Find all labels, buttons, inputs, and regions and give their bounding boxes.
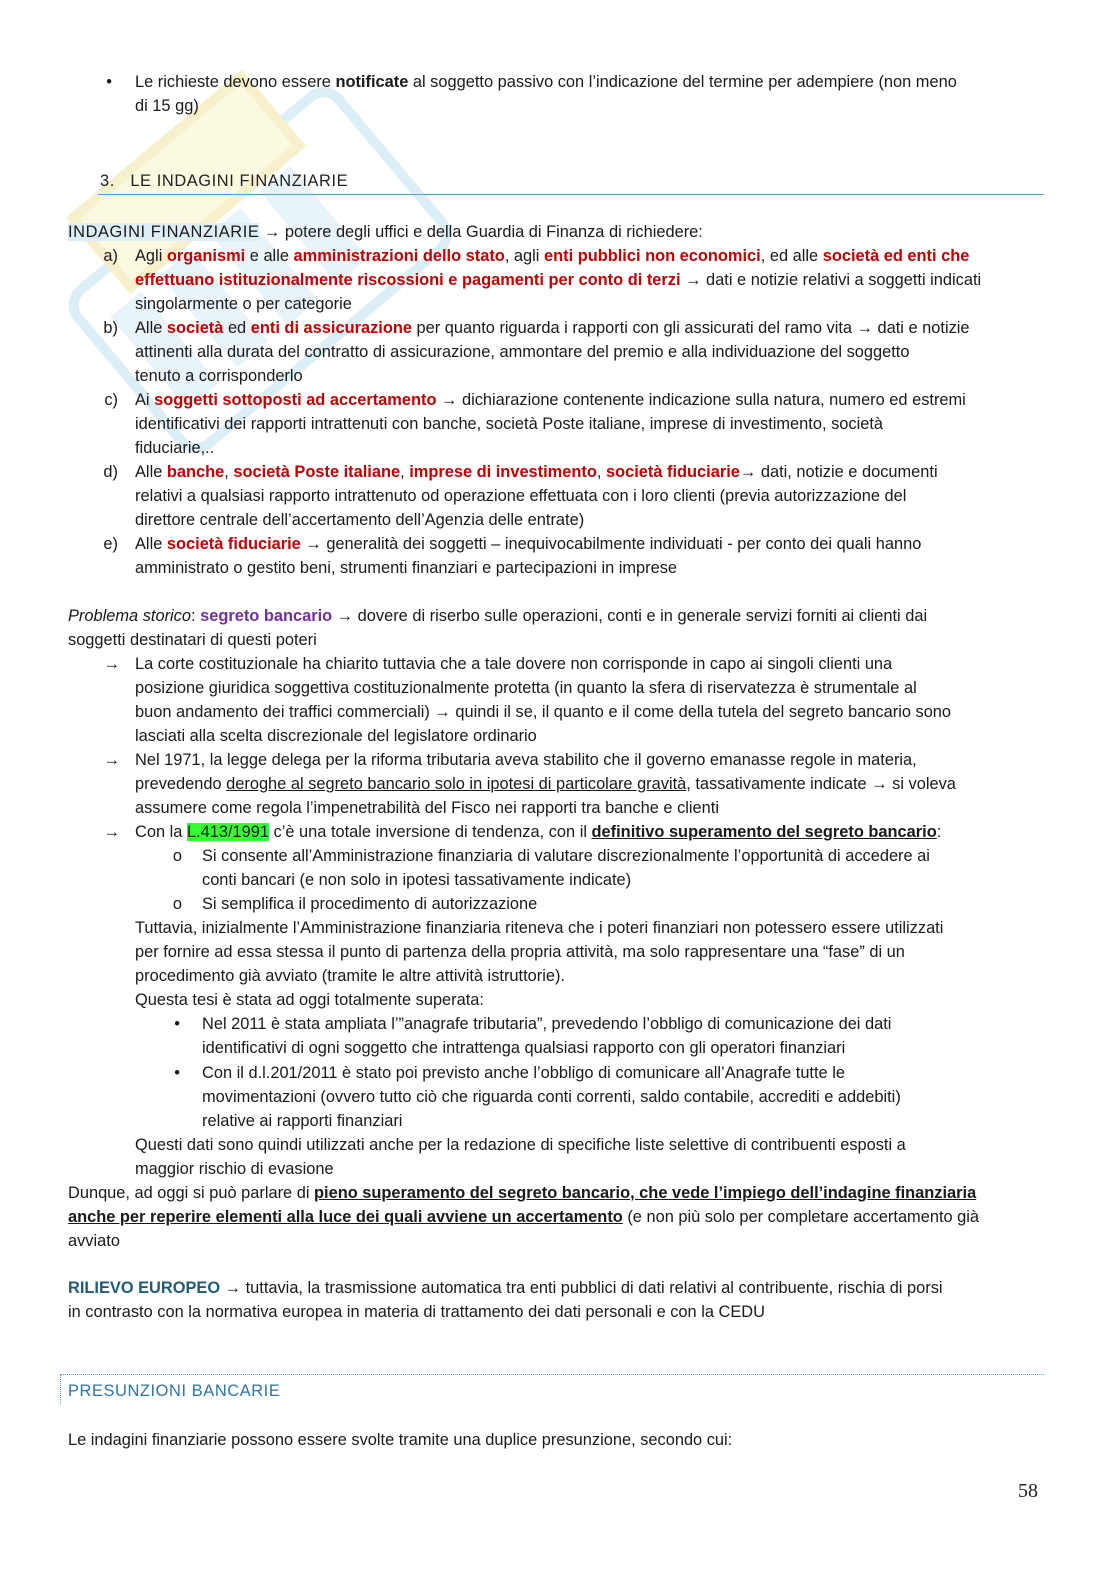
- presunzioni-box-left: [60, 1374, 61, 1404]
- arrow-marker-2: →: [103, 751, 120, 769]
- dunque-line1: Dunque, ad oggi si può parlare di pieno superamento del segreto bancario, che vede l’impiego dell’indagine finanziaria: [68, 1184, 977, 1202]
- item-b-line1: Alle società ed enti di assicurazione per quanto riguarda i rapporti con gli assicurati del ramo vita → dati e notizie: [135, 319, 970, 337]
- page-number: 58: [1018, 1480, 1038, 1502]
- arrow-marker-3: →: [103, 823, 120, 841]
- p3-line1: Con la L.413/1991 c’è una totale inversione di tendenza, con il definitivo superamento del segreto bancario:: [135, 823, 942, 841]
- tuttavia-line1: Tuttavia, inizialmente l’Amministrazione finanziaria riteneva che i poteri finanziari non potessero essere utilizzati: [135, 919, 944, 937]
- p1-line3: buon andamento dei traffici commerciali) → quindi il se, il quanto e il come della tutela del segreto bancario sono: [135, 703, 952, 721]
- list-marker-c: c): [104, 391, 118, 409]
- p1-line1: La corte costituzionale ha chiarito tuttavia che a tale dovere non corrisponde in capo ai singoli clienti una: [135, 655, 893, 673]
- list-marker-a: a): [103, 247, 118, 265]
- sub-marker-2: o: [172, 895, 182, 913]
- item-b-line3: tenuto a corrisponderlo: [135, 367, 303, 385]
- indagini-definition: INDAGINI FINANZIARIE → potere degli uffici e della Guardia di Finanza di richiedere:: [68, 223, 703, 241]
- item-e-line2: amministrato o gestito beni, strumenti finanziari e partecipazioni in imprese: [135, 559, 678, 577]
- dot-marker-1: •: [174, 1015, 180, 1033]
- item-d-line3: direttore centrale dell’accertamento dell’Agenzia delle entrate): [135, 511, 585, 529]
- intro-bullet-line1: Le richieste devono essere notificate al soggetto passivo con l’indicazione del termine per adempiere (non meno: [135, 73, 957, 91]
- item-a-line1: Agli organismi e alle amministrazioni dello stato, agli enti pubblici non economici, ed alle società ed enti che: [135, 247, 970, 265]
- item-d-line2: relativi a qualsiasi rapporto intrattenuto od operazione effettuata con i loro clienti (previa autorizzazione del: [135, 487, 907, 505]
- p1-line4: lasciati alla scelta discrezionale del legislatore ordinario: [135, 727, 537, 745]
- problema-line1: Problema storico: segreto bancario → dovere di riserbo sulle operazioni, conti e in generale servizi forniti ai clienti dai: [68, 607, 928, 625]
- item-b-line2: attinenti alla durata del contratto di assicurazione, ammontare del premio e alla individuazione del soggetto: [135, 343, 910, 361]
- tuttavia-line3: procedimento già avviato (tramite le altre attività istruttorie).: [135, 967, 565, 985]
- rilievo-line2: in contrasto con la normativa europea in materia di trattamento dei dati personali e con la CEDU: [68, 1303, 765, 1321]
- item-c-line2: identificativi dei rapporti intrattenuti con banche, società Poste italiane, imprese di investimento, società: [135, 415, 883, 433]
- indagini-term: INDAGINI FINANZIARIE: [68, 223, 260, 241]
- sub-marker-1: o: [172, 847, 182, 865]
- dunque-line3: avviato: [68, 1232, 120, 1250]
- item-e-line1: Alle società fiduciarie → generalità dei soggetti – inequivocabilmente individuati - per conto dei quali hanno: [135, 535, 922, 553]
- item-d-line1: Alle banche, società Poste italiane, imprese di investimento, società fiduciarie→ dati, notizie e documenti: [135, 463, 938, 481]
- sub1-line2: conti bancari (e non solo in ipotesi tassativamente indicate): [202, 871, 632, 889]
- list-marker-e: e): [103, 535, 118, 553]
- bullet-dot: •: [106, 73, 112, 91]
- p2-line2: prevedendo deroghe al segreto bancario solo in ipotesi di particolare gravità, tassativamente indicate → si voleva: [135, 775, 956, 793]
- questi-line1: Questi dati sono quindi utilizzati anche per la redazione di specifiche liste selettive di contribuenti esposti a: [135, 1136, 906, 1154]
- p1-line2: posizione giuridica soggettiva costituzionalmente protetta (in quanto la sfera di riservatezza è strumentale al: [135, 679, 917, 697]
- questi-line2: maggior rischio di evasione: [135, 1160, 334, 1178]
- p2-line1: Nel 1971, la legge delega per la riforma tributaria aveva stabilito che il governo emanasse regole in materia,: [135, 751, 917, 769]
- item-c-line1: Ai soggetti sottoposti ad accertamento → dichiarazione contenente indicazione sulla natura, numero ed estremi: [135, 391, 966, 409]
- section-heading-rule: [98, 194, 1044, 195]
- rilievo-line1: RILIEVO EUROPEO → tuttavia, la trasmissione automatica tra enti pubblici di dati relativi al contribuente, rischia di porsi: [68, 1279, 943, 1297]
- item-a-line3: singolarmente o per categorie: [135, 295, 352, 313]
- dot2-line3: relative ai rapporti finanziari: [202, 1112, 403, 1130]
- arrow-marker-1: →: [103, 655, 120, 673]
- dot-marker-2: •: [174, 1064, 180, 1082]
- presunzioni-box-top: [60, 1374, 1044, 1375]
- presunzioni-heading: PRESUNZIONI BANCARIE: [68, 1382, 281, 1400]
- list-marker-b: b): [103, 319, 118, 337]
- tuttavia-line2: per fornire ad essa stessa il punto di partenza della propria attività, ma solo rappresentare una “fase” di un: [135, 943, 905, 961]
- section-heading: 3. LE INDAGINI FINANZIARIE: [100, 172, 349, 190]
- p2-line3: assumere come regola l’impenetrabilità del Fisco nei rapporti tra banche e clienti: [135, 799, 719, 817]
- sub2-line: Si semplifica il procedimento di autorizzazione: [202, 895, 538, 913]
- item-c-line3: fiduciarie,..: [135, 439, 215, 457]
- presunzioni-text: Le indagini finanziarie possono essere svolte tramite una duplice presunzione, secondo cui:: [68, 1431, 733, 1449]
- list-marker-d: d): [103, 463, 118, 481]
- dot2-line1: Con il d.l.201/2011 è stato poi previsto anche l’obbligo di comunicare all’Anagrafe tutte le: [202, 1064, 845, 1082]
- law-reference-highlight: L.413/1991: [186, 823, 269, 841]
- problema-line2: soggetti destinatari di questi poteri: [68, 631, 317, 649]
- dot1-line2: identificativi di ogni soggetto che intrattenga qualsiasi rapporto con gli operatori finanziari: [202, 1039, 846, 1057]
- intro-bullet-line2: di 15 gg): [135, 97, 199, 115]
- dot1-line1: Nel 2011 è stata ampliata l’”anagrafe tributaria”, prevedendo l’obbligo di comunicazione dei dati: [202, 1015, 892, 1033]
- item-a-line2: effettuano istituzionalmente riscossioni e pagamenti per conto di terzi → dati e notizie relativi a soggetti indicati: [135, 271, 982, 289]
- dot2-line2: movimentazioni (ovvero tutto ciò che riguarda conti correnti, saldo contabile, accrediti e addebiti): [202, 1088, 901, 1106]
- sub1-line1: Si consente all’Amministrazione finanziaria di valutare discrezionalmente l’opportunità di accedere ai: [202, 847, 930, 865]
- dunque-line2: anche per reperire elementi alla luce dei quali avviene un accertamento (e non più solo per completare accertamento già: [68, 1208, 980, 1226]
- tuttavia-line4: Questa tesi è stata ad oggi totalmente superata:: [135, 991, 484, 1009]
